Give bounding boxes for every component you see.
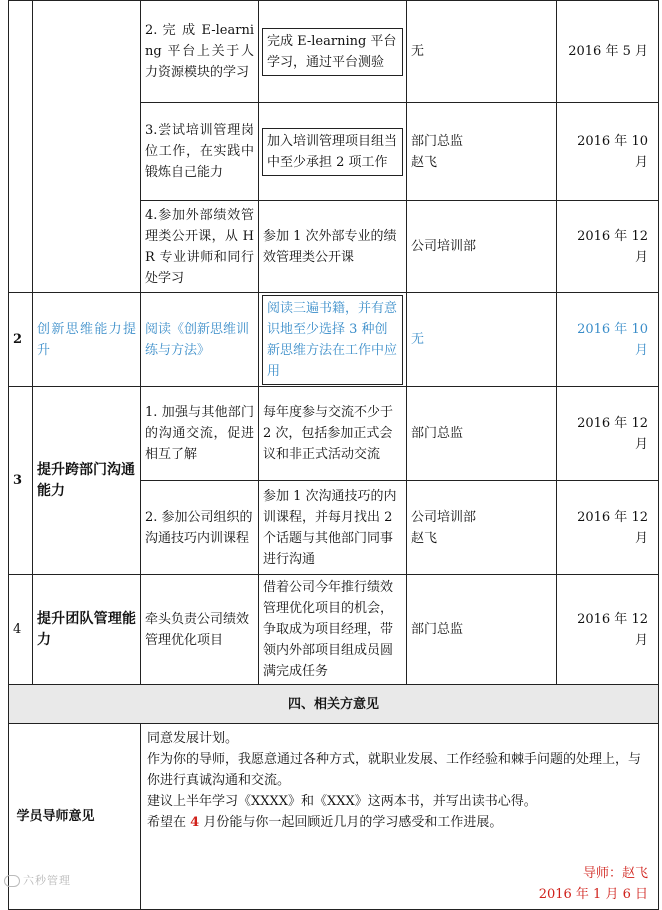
action-cell: 3.尝试培训管理岗位工作，在实践中锻炼自己能力 [141, 103, 259, 201]
table-row [9, 1, 659, 103]
weibo-icon [4, 875, 20, 887]
action-cell: 2. 参加公司组织的沟通技巧内训课程 [141, 481, 259, 575]
action-cell: 1. 加强与其他部门的沟通交流，促进相互了解 [141, 387, 259, 481]
goal-cell: 创新思维能力提升 [33, 293, 141, 387]
date-cell: 2016 年 12 月 [557, 481, 659, 575]
goal-cell: 提升团队管理能力 [33, 575, 141, 685]
date-cell: 2016 年 12 月 [557, 575, 659, 685]
date-cell: 2016 年 10 月 [557, 103, 659, 201]
goal-cell [33, 1, 141, 293]
measure-text: 完成 E-learning 平台学习，通过平台测验 [262, 28, 403, 76]
resource-cell: 公司培训部 [407, 201, 557, 293]
measure-text: 加入培训管理项目组当中至少承担 2 项工作 [262, 128, 403, 176]
resource-cell: 无 [407, 1, 557, 103]
mentor-signature: 导师：赵飞 [582, 866, 648, 881]
table-row [9, 575, 659, 685]
date-cell: 2016 年 12 月 [557, 387, 659, 481]
measure-text: 阅读三遍书籍，并有意识地至少选择 3 种创新思维方法在工作中应用 [262, 295, 403, 385]
measure-cell [259, 293, 407, 387]
signature-date: 2016 年 1 月 6 日 [538, 887, 648, 902]
opinion-paragraph: 同意发展计划。 [147, 731, 239, 746]
opinion-row [9, 724, 659, 910]
row-number: 4 [9, 575, 33, 685]
measure-cell: 参加 1 次沟通技巧的内训课程，并每月找出 2 个话题与其他部门同事进行沟通 [259, 481, 407, 575]
row-number [9, 1, 33, 293]
opinion-paragraph: 希望在 4 月份能与你一起回顾近几月的学习感受和工作进展。 [147, 815, 503, 830]
highlight-month: 4 [190, 815, 200, 830]
resource-cell: 无 [407, 293, 557, 387]
resource-cell: 公司培训部 赵飞 [407, 481, 557, 575]
row-number: 2 [9, 293, 33, 387]
mentor-opinion-label: 学员导师意见 [9, 724, 141, 910]
goal-cell: 提升跨部门沟通能力 [33, 387, 141, 575]
opinion-paragraph: 建议上半年学习《XXXX》和《XXX》这两本书，并写出读书心得。 [147, 794, 537, 809]
watermark: 六秒管理 [4, 872, 71, 888]
development-plan-table [8, 0, 659, 910]
section-title: 四、相关方意见 [9, 685, 659, 724]
date-cell: 2016 年 12 月 [557, 201, 659, 293]
action-cell: 阅读《创新思维训练与方法》 [141, 293, 259, 387]
measure-cell [259, 1, 407, 103]
resource-cell: 部门总监 [407, 387, 557, 481]
opinion-paragraph: 作为你的导师，我愿意通过各种方式，就职业发展、工作经验和棘手问题的处理上，与你进行真诚沟通和交流。 [147, 752, 642, 788]
measure-cell [259, 103, 407, 201]
action-cell: 2. 完 成 E-learning 平台上关于人力资源模块的学习 [141, 1, 259, 103]
resource-cell: 部门总监 [407, 575, 557, 685]
resource-cell: 部门总监 赵飞 [407, 103, 557, 201]
section-header-row [9, 685, 659, 724]
table-row [9, 387, 659, 481]
measure-cell: 借着公司今年推行绩效管理优化项目的机会，争取成为项目经理，带领内外部项目组成员圆满完成任务 [259, 575, 407, 685]
action-cell: 牵头负责公司绩效管理优化项目 [141, 575, 259, 685]
date-cell: 2016 年 10 月 [557, 293, 659, 387]
table-row [9, 293, 659, 387]
date-cell: 2016 年 5 月 [557, 1, 659, 103]
mentor-opinion-content [141, 724, 659, 910]
measure-cell: 每年度参与交流不少于 2 次，包括参加正式会议和非正式活动交流 [259, 387, 407, 481]
row-number: 3 [9, 387, 33, 575]
action-cell: 4.参加外部绩效管理类公开课，从 HR 专业讲师和同行处学习 [141, 201, 259, 293]
measure-cell: 参加 1 次外部专业的绩效管理类公开课 [259, 201, 407, 293]
